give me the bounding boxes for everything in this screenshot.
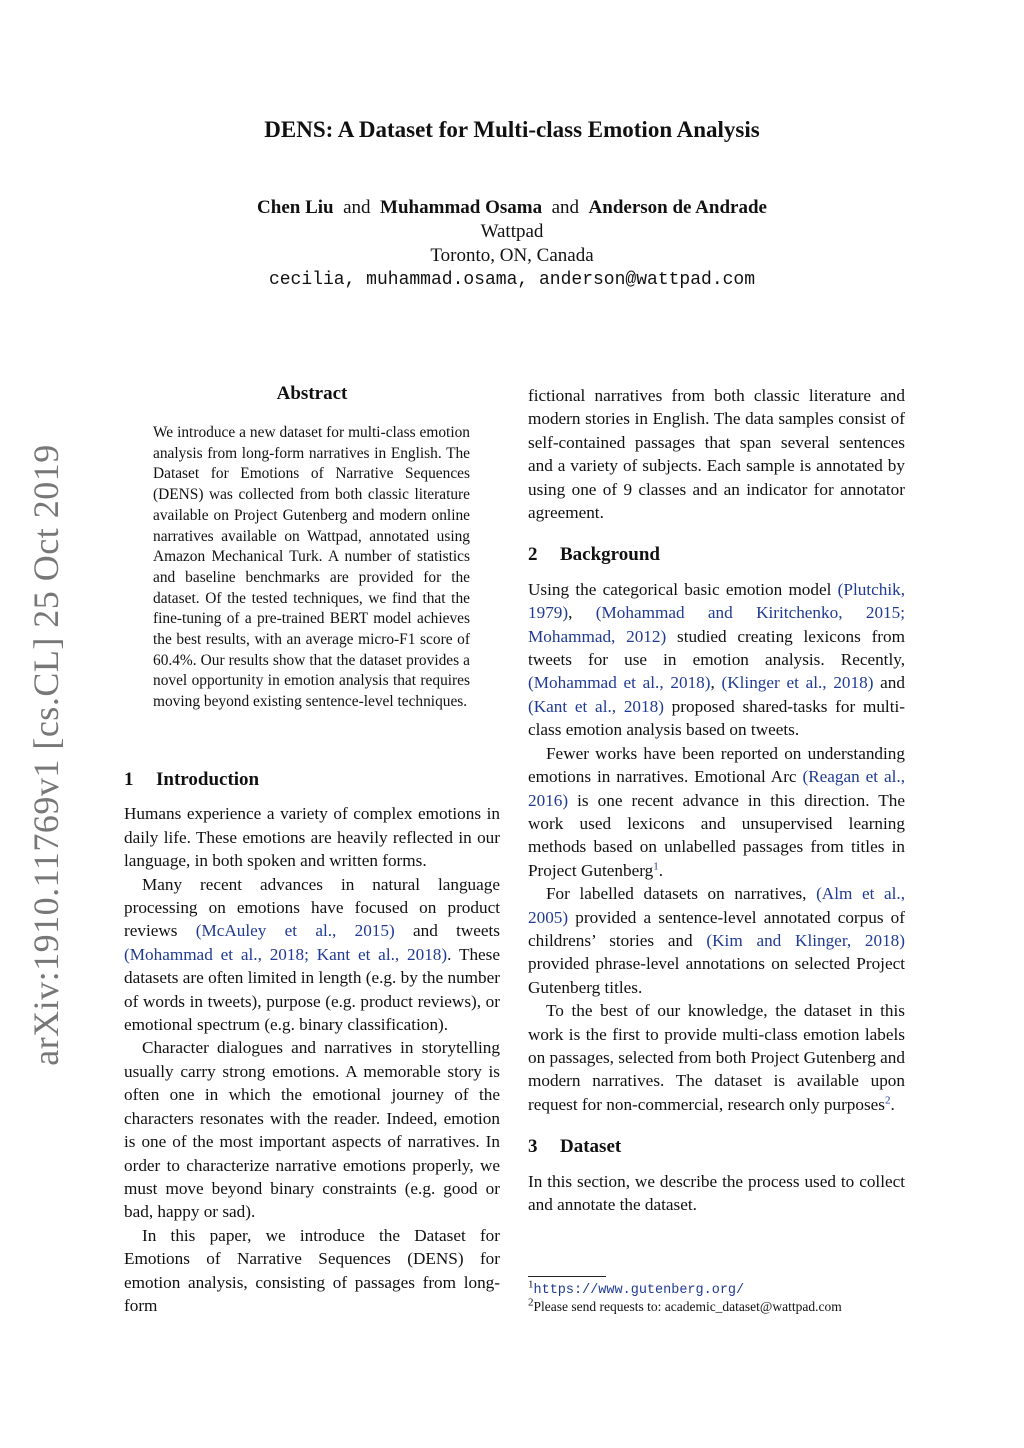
paper-title: DENS: A Dataset for Multi-class Emotion Analysis <box>264 117 760 142</box>
citation[interactable]: (Alm et al., 2005) <box>528 884 905 927</box>
citation[interactable]: (Mohammad and Kiritchenko, 2015; Mohammad, 2012) <box>528 603 906 646</box>
affiliation: Wattpad <box>480 221 544 242</box>
intro-paragraph-3: Character dialogues and narratives in storytelling usually carry strong emotions. A memorable story is often one in which the emotional journey of the characters resonates with the reader. Indeed, emotion is one of the most important aspects of narratives. In order to characterize narrative emotions properly, we must move beyond binary constraints (e.g. good or bad, happy or sad). <box>124 1038 500 1222</box>
background-heading: 2 Background <box>528 544 660 566</box>
dataset-heading: 3 Dataset <box>528 1136 622 1158</box>
footnote-marker[interactable]: 1 <box>653 859 659 872</box>
citation[interactable]: (Kim and Klinger, 2018) <box>706 930 906 950</box>
author-emails: cecilia, muhammad.osama, anderson@wattpad.com <box>268 270 756 290</box>
intro-section <box>124 768 500 1317</box>
citation[interactable]: (Klinger et al., 2018) <box>721 673 874 693</box>
abstract-heading: Abstract <box>276 383 348 404</box>
intro-paragraph-4-continued: fictional narratives from both classic literature and modern stories in English. The data samples consist of self-contained passages that span several sentences and a variety of subjects. Each sample is annotated by using one of 9 classes and an indicator for annotator agreement. <box>528 386 905 523</box>
citation[interactable]: (Reagan et al., 2016) <box>528 767 905 810</box>
footnote-marker[interactable]: 2 <box>885 1094 891 1107</box>
footnote-rule <box>528 1276 606 1277</box>
dataset-paragraph-1: In this section, we describe the process used to collect and annotate the dataset. <box>528 1171 905 1214</box>
intro-paragraph-2: Many recent advances in natural language processing on emotions have focused on product reviews (McAuley et al., 2015) and tweets (Mohammad et al., 2018; Kant et al., 2018). These datasets are often limited in length (e.g. by the number of words in tweets), purpose (e.g. product reviews), or emotional spectrum (e.g. binary classification). <box>124 874 501 1035</box>
citation[interactable]: (Kant et al., 2018) <box>528 696 664 716</box>
intro-paragraph-4: In this paper, we introduce the Dataset for Emotions of Narrative Sequences (DENS) for emotion analysis, consisting of passages from long-form <box>124 1225 500 1315</box>
author-names: Chen Liu and Muhammad Osama and Anderson de Andrade <box>257 197 767 218</box>
arxiv-side-identifier: arXiv:1910.11769v1 [cs.CL] 25 Oct 2019 <box>26 444 66 1066</box>
abstract-body: We introduce a new dataset for multi-class emotion analysis from long-form narratives in English. The Dataset for Emotions of Narrative Sequences (DENS) was collected from both classic literature available on Project Gutenberg and modern online narratives available on Wattpad, annotated using Amazon Mechanical Turk. A number of statistics and baseline benchmarks are provided for the dataset. Of the tested techniques, we find that the fine-tuning of a pre-trained BERT model achieves the best results, with an average micro-F1 score of 60.4%. Our results show that the dataset provides a novel opportunity in emotion analysis that requires moving beyond existing sentence-level techniques. <box>153 424 470 711</box>
footnote-1: $^1$https://www.gutenberg.org/ <box>528 1278 745 1298</box>
citation[interactable]: (Mohammad et al., 2018) <box>528 673 711 693</box>
background-paragraph-4: To the best of our knowledge, the dataset in this work is the first to provide multi-class emotion labels on passages, selected from both Project Gutenberg and modern narratives. The dataset is available upon request for non-commercial, research only purposes$^2$. <box>528 1001 905 1114</box>
footnote-2: $^2$Please send requests to: academic_dataset@wattpad.com <box>528 1296 842 1314</box>
background-paragraph-2: Fewer works have been reported on understanding emotions in narratives. Emotional Arc (Reagan et al., 2016) is one recent advance in this direction. The work used lexicons and unsupervised learning methods based on unlabelled passages from titles in Project Gutenberg$^1$. <box>528 743 905 880</box>
author-3: Anderson de Andrade <box>588 197 767 218</box>
footnote-link[interactable]: https://www.gutenberg.org/ <box>533 1283 745 1298</box>
right-column <box>528 384 905 1216</box>
intro-heading: 1 Introduction <box>124 769 260 790</box>
author-block <box>0 196 1024 292</box>
citation[interactable]: (McAuley et al., 2015) <box>195 921 395 941</box>
background-paragraph-3: For labelled datasets on narratives, (Alm et al., 2005) provided a sentence-level annotated corpus of childrens’ stories and (Kim and Klinger, 2018) provided phrase-level annotations on selected Project Gutenberg titles. <box>528 884 906 997</box>
background-paragraph-1: Using the categorical basic emotion model (Plutchik, 1979), (Mohammad and Kiritchenko, 2015; Mohammad, 2012) studied creating lexicons from tweets for use in emotion analysis. Recently, (Mohammad et al., 2018), (Klinger et al., 2018) and (Kant et al., 2018) proposed shared-tasks for multi-class emotion analysis based on tweets. <box>528 579 906 740</box>
intro-paragraph-1: Humans experience a variety of complex emotions in daily life. These emotions are heavily reflected in our language, in both spoken and written forms. <box>124 804 500 871</box>
citation[interactable]: (Mohammad et al., 2018; Kant et al., 2018) <box>124 944 448 964</box>
author-2: Muhammad Osama <box>380 197 543 218</box>
citation[interactable]: (Plutchik, 1979) <box>528 579 905 623</box>
author-1: Chen Liu <box>257 197 334 218</box>
location: Toronto, ON, Canada <box>430 245 594 266</box>
